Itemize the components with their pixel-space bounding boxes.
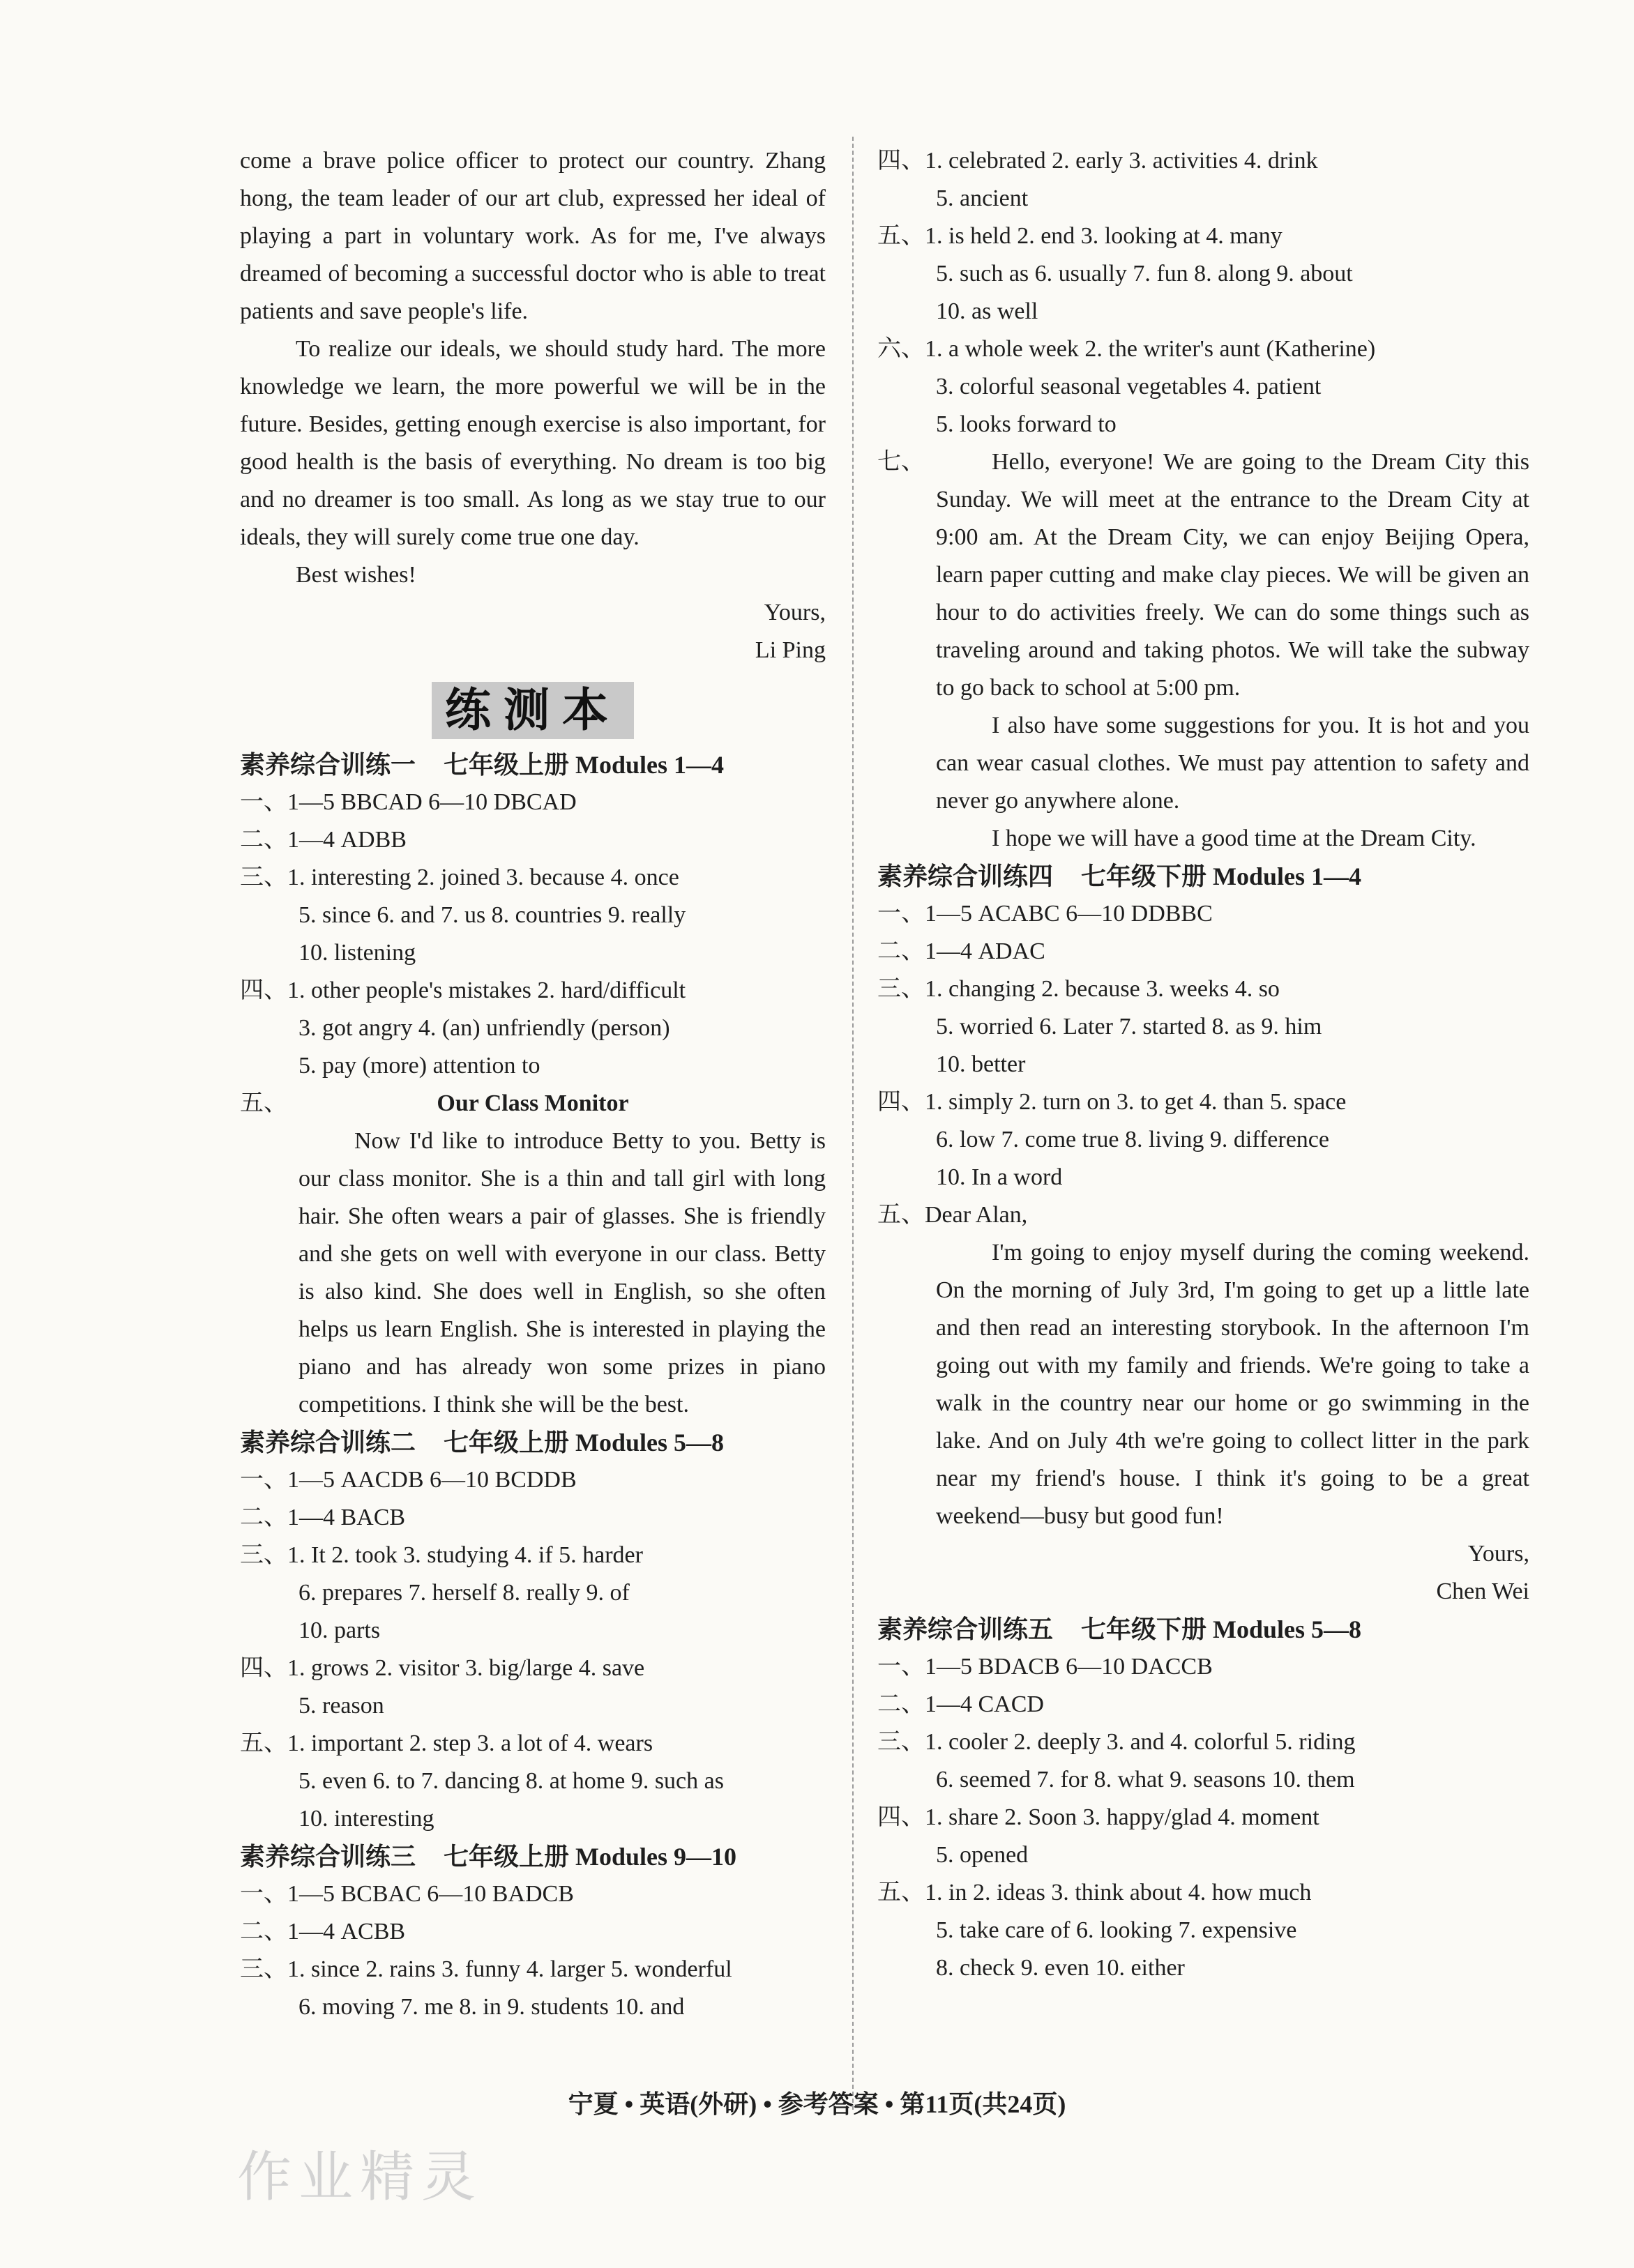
- watermark: 作业精灵: [237, 2146, 483, 2209]
- answer-line: 四、1. simply 2. turn on 3. to get 4. than 5. space: [877, 1089, 1347, 1115]
- answer-line: 三、1. interesting 2. joined 3. because 4. once: [240, 865, 679, 890]
- composition-label: 五、: [240, 1090, 287, 1116]
- notice-label: 七、: [877, 449, 925, 475]
- column-divider: [852, 137, 854, 2110]
- answer-line: 一、1—5 ACABC 6—10 DDBBC: [877, 901, 1213, 927]
- letter-salutation: 五、Dear Alan,: [877, 1202, 1028, 1228]
- section-module: 七年级下册 Modules 1—4: [1081, 862, 1362, 890]
- essay-paragraph-1: come a brave police officer to protect our country. Zhang hong, the team leader of our art club, expressed her ideal of playing a part in voluntary work. As for me, I've always dreamed of becoming a successful doctor who is able to treat patients and save people's life.: [240, 148, 826, 324]
- answer-line: 5. pay (more) attention to: [298, 1053, 540, 1079]
- section-module: 七年级上册 Modules 9—10: [444, 1843, 737, 1871]
- essay-signature: Li Ping: [755, 637, 826, 663]
- answer-line: 二、1—4 BACB: [240, 1505, 406, 1530]
- answer-line: 5. even 6. to 7. dancing 8. at home 9. such as: [298, 1768, 724, 1794]
- section-module: 七年级上册 Modules 1—4: [444, 751, 725, 779]
- answer-line: 三、1. changing 2. because 3. weeks 4. so: [877, 976, 1280, 1002]
- answer-line: 5. reason: [298, 1693, 384, 1719]
- answer-line: 六、1. a whole week 2. the writer's aunt (Katherine): [877, 336, 1376, 362]
- answer-line: 五、1. important 2. step 3. a lot of 4. wears: [240, 1730, 653, 1756]
- left-column: [240, 142, 826, 2026]
- answer-line: 5. ancient: [936, 185, 1029, 211]
- answer-line: 三、1. cooler 2. deeply 3. and 4. colorful 5. riding: [877, 1729, 1356, 1755]
- answer-line: 一、1—5 BCBAC 6—10 BADCB: [240, 1881, 574, 1907]
- answer-line: 10. parts: [298, 1618, 381, 1643]
- answer-line: 二、1—4 ADAC: [877, 938, 1045, 964]
- answer-line: 四、1. other people's mistakes 2. hard/difficult: [240, 977, 686, 1003]
- answer-line: 一、1—5 AACDB 6—10 BCDDB: [240, 1467, 577, 1493]
- composition-text: Now I'd like to introduce Betty to you. Betty is our class monitor. She is a thin and tall girl with long hair. She often wears a pair of glasses. She is friendly and she gets on well with everyone in our class. Betty is also kind. She does well in English, so she often helps us learn English. She is interested in playing the piano and has already won some prizes in piano competitions. I think she will be the best.: [298, 1128, 826, 1417]
- answer-line: 10. listening: [298, 940, 416, 966]
- answer-line: 10. better: [936, 1051, 1026, 1077]
- answer-line: 5. opened: [936, 1842, 1029, 1868]
- composition-title: Our Class Monitor: [437, 1090, 629, 1116]
- answer-line: 6. prepares 7. herself 8. really 9. of: [298, 1580, 630, 1606]
- right-column: [877, 142, 1529, 1987]
- notice-text-3: I hope we will have a good time at the Dream City.: [992, 825, 1476, 851]
- answer-line: 8. check 9. even 10. either: [936, 1955, 1185, 1981]
- answer-line: 3. colorful seasonal vegetables 4. patient: [936, 374, 1322, 399]
- notice-text-2: I also have some suggestions for you. It is hot and you can wear casual clothes. We must pay attention to safety and never go anywhere alone.: [936, 713, 1529, 814]
- notice-text-1: Hello, everyone! We are going to the Dream City this Sunday. We will meet at the entrance to the Dream City at 9:00 am. At the Dream City, we can enjoy Beijing Opera, learn paper cutting and make clay pieces. We will be given an hour to do activities freely. We can do some things such as traveling around and taking photos. We will take the subway to go back to school at 5:00 pm.: [936, 449, 1529, 701]
- section-module: 七年级下册 Modules 5—8: [1081, 1615, 1362, 1643]
- answer-line: 10. interesting: [298, 1806, 434, 1832]
- answer-line: 四、1. share 2. Soon 3. happy/glad 4. moment: [877, 1804, 1319, 1830]
- section-title: 素养综合训练一: [240, 751, 416, 779]
- answer-line: 5. since 6. and 7. us 8. countries 9. really: [298, 902, 686, 928]
- answer-line: 3. got angry 4. (an) unfriendly (person): [298, 1015, 670, 1041]
- section-3-heading: [240, 1838, 826, 1875]
- answer-line: 二、1—4 ACBB: [240, 1919, 406, 1944]
- page-footer: 宁夏 • 英语(外研) • 参考答案 • 第11页(共24页): [568, 2090, 1066, 2118]
- answer-line: 二、1—4 CACD: [877, 1691, 1044, 1717]
- section-title: 素养综合训练二: [240, 1429, 416, 1456]
- letter-signature: Chen Wei: [1436, 1578, 1529, 1604]
- answer-line: 5. worried 6. Later 7. started 8. as 9. him: [936, 1014, 1322, 1040]
- answer-line: 一、1—5 BBCAD 6—10 DBCAD: [240, 789, 577, 815]
- answer-line: 6. moving 7. me 8. in 9. students 10. and: [298, 1994, 685, 2020]
- answer-line: 一、1—5 BDACB 6—10 DACCB: [877, 1654, 1213, 1680]
- answer-line: 五、1. in 2. ideas 3. think about 4. how much: [877, 1880, 1312, 1905]
- answer-line: 三、1. since 2. rains 3. funny 4. larger 5. wonderful: [240, 1956, 732, 1982]
- section-1-heading: [240, 746, 826, 784]
- section-2-heading: [240, 1424, 826, 1461]
- section-4-heading: [877, 858, 1529, 895]
- answer-line: 6. seemed 7. for 8. what 9. seasons 10. them: [936, 1767, 1355, 1793]
- answer-line: 5. take care of 6. looking 7. expensive: [936, 1917, 1297, 1943]
- answer-line: 10. as well: [936, 298, 1038, 324]
- section-5-heading: [877, 1611, 1529, 1648]
- section-module: 七年级上册 Modules 5—8: [444, 1429, 725, 1456]
- answer-line: 四、1. grows 2. visitor 3. big/large 4. save: [240, 1655, 645, 1681]
- answer-line: 5. such as 6. usually 7. fun 8. along 9. about: [936, 261, 1353, 287]
- answer-line: 五、1. is held 2. end 3. looking at 4. many: [877, 223, 1283, 249]
- section-title: 素养综合训练四: [877, 862, 1054, 890]
- book-title: 练测本: [432, 682, 634, 739]
- essay-closing: Yours,: [764, 600, 826, 625]
- answer-line: 二、1—4 ADBB: [240, 827, 407, 853]
- section-title: 素养综合训练五: [877, 1615, 1054, 1643]
- answer-line: 四、1. celebrated 2. early 3. activities 4. drink: [877, 148, 1318, 174]
- essay-greeting: Best wishes!: [296, 562, 416, 588]
- section-title: 素养综合训练三: [240, 1843, 416, 1871]
- answer-line: 5. looks forward to: [936, 411, 1117, 437]
- answer-line: 三、1. It 2. took 3. studying 4. if 5. harder: [240, 1542, 643, 1568]
- answer-line: 10. In a word: [936, 1164, 1063, 1190]
- letter-closing: Yours,: [1467, 1541, 1529, 1567]
- letter-text: I'm going to enjoy myself during the coming weekend. On the morning of July 3rd, I'm going to get up a little late and then read an interesting storybook. In the afternoon I'm going out with my family and friends. We're going to take a walk in the country near our home or go swimming in the lake. And on July 4th we're going to collect litter in the park near my friend's house. I think it's going to be a great weekend—busy but good fun!: [936, 1240, 1529, 1529]
- answer-line: 6. low 7. come true 8. living 9. difference: [936, 1127, 1329, 1152]
- essay-paragraph-2: To realize our ideals, we should study hard. The more knowledge we learn, the more powerful we will be in the future. Besides, getting enough exercise is also important, for good health is the basis of everything. No dream is too big and no dreamer is too small. As long as we stay true to our ideals, they will surely come true one day.: [240, 336, 826, 550]
